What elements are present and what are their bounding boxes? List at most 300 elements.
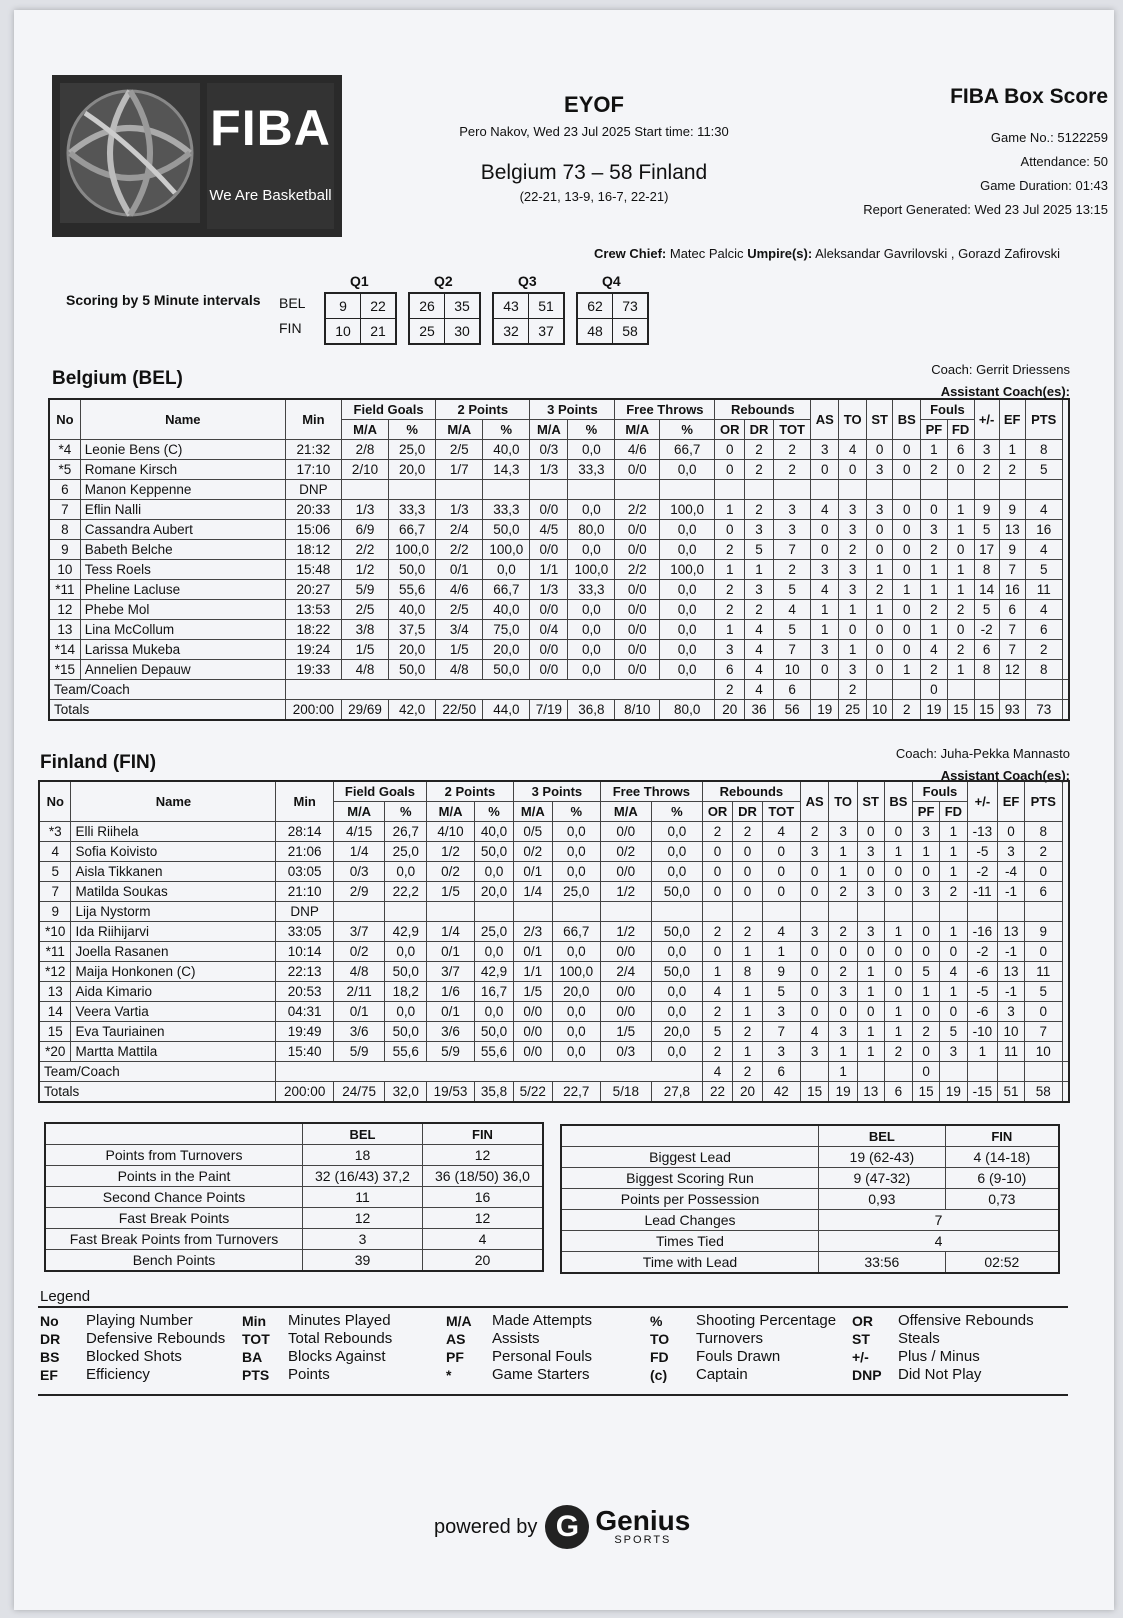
player-stat: 0: [800, 982, 829, 1002]
interval-quarter-label: Q3: [518, 273, 537, 289]
header-row-1: [39, 781, 1069, 802]
player-stat: 25,0: [552, 882, 600, 902]
team-stat: 6: [762, 1062, 800, 1082]
player-stat: 55,6: [385, 1042, 427, 1062]
player-stat: 0/1: [333, 1002, 385, 1022]
column-header: M/A: [615, 420, 660, 440]
player-stat: 0: [1024, 1002, 1062, 1022]
belgium-assistant: Assistant Coach(es):: [940, 384, 1070, 399]
player-stat: 0,0: [651, 842, 702, 862]
player-stat: 1: [811, 600, 839, 620]
player-stat: 1: [921, 620, 947, 640]
player-name: Lina McCollum: [80, 620, 285, 640]
player-stat: 0: [947, 460, 974, 480]
player-stat: [389, 480, 436, 500]
interval-score: 62: [577, 293, 613, 319]
player-stat: 4: [839, 440, 867, 460]
player-stat: 0/2: [333, 942, 385, 962]
player-stat: 3/4: [436, 620, 483, 640]
total-stat: 35,8: [475, 1082, 514, 1103]
player-stat: 1/4: [427, 922, 475, 942]
player-stat: 8: [733, 962, 762, 982]
total-stat: 15: [974, 700, 999, 721]
genius-sports: SPORTS: [614, 1534, 672, 1546]
player-stat: 10: [1024, 1042, 1062, 1062]
period-scores: (22-21, 13-9, 16-7, 22-21): [519, 189, 669, 204]
player-stat: 0/1: [513, 942, 552, 962]
player-number: *5: [49, 460, 80, 480]
player-stat: 100,0: [483, 540, 530, 560]
stats-row: [45, 1145, 543, 1166]
player-stat: 20:27: [285, 580, 341, 600]
player-row: [39, 902, 1069, 922]
player-stat: 5: [702, 1022, 732, 1042]
player-stat: [385, 902, 427, 922]
player-stat: 2: [829, 922, 857, 942]
intervals-label: Scoring by 5 Minute intervals: [66, 292, 261, 308]
player-number: 7: [39, 882, 71, 902]
fiba-wordmark: [207, 83, 334, 229]
stats-value: 4 (14-18): [945, 1147, 1059, 1168]
player-stat: 3: [857, 922, 884, 942]
column-header: OR: [702, 802, 732, 822]
player-stat: 0: [800, 1002, 829, 1022]
player-number: 9: [49, 540, 80, 560]
stats-team-header: FIN: [422, 1123, 543, 1145]
player-stat: 0: [811, 660, 839, 680]
player-number: 4: [39, 842, 71, 862]
stats-value: 39: [303, 1250, 423, 1272]
player-stat: 1/2: [427, 842, 475, 862]
player-stat: 0: [762, 842, 800, 862]
player-stat: 1: [947, 500, 974, 520]
legend-desc: Shooting Percentage: [696, 1312, 837, 1329]
team-stat: 2: [733, 1062, 762, 1082]
player-stat: 2: [1025, 640, 1062, 660]
player-stat: 19:33: [285, 660, 341, 680]
player-stat: 1: [829, 862, 857, 882]
player-row: [39, 922, 1069, 942]
box-score-sheet: [14, 10, 1114, 1610]
stats-label: Biggest Scoring Run: [561, 1168, 819, 1189]
legend-abbr: TO: [650, 1331, 670, 1347]
player-row: [49, 580, 1069, 600]
legend-desc: Minutes Played: [288, 1312, 391, 1329]
player-stat: 0/0: [513, 1042, 552, 1062]
player-stat: 50,0: [483, 660, 530, 680]
player-stat: 1: [913, 842, 940, 862]
player-stat: 33,3: [568, 460, 615, 480]
player-stat: 50,0: [385, 1022, 427, 1042]
player-stat: 0,0: [568, 660, 615, 680]
player-stat: 0: [940, 1002, 968, 1022]
team-stat: 0: [921, 680, 947, 700]
player-stat: 50,0: [651, 882, 702, 902]
player-stat: 16: [999, 580, 1025, 600]
total-stat: 15: [800, 1082, 829, 1103]
legend-desc: Offensive Rebounds: [898, 1312, 1034, 1329]
player-stat: 3: [773, 520, 810, 540]
player-stat: 2: [829, 882, 857, 902]
player-stat: 0: [947, 540, 974, 560]
legend-abbr: AS: [446, 1331, 466, 1347]
col-bs: BS: [884, 781, 913, 822]
player-stat: 3: [998, 842, 1025, 862]
player-stat: 6: [1024, 882, 1062, 902]
player-stat: 3: [773, 500, 810, 520]
player-stat: 17: [974, 540, 999, 560]
player-stat: 7: [999, 620, 1025, 640]
player-stat: 3: [857, 842, 884, 862]
stats-label: Lead Changes: [561, 1210, 819, 1231]
player-stat: 0,0: [568, 540, 615, 560]
player-stat: 15:06: [285, 520, 341, 540]
player-stat: [762, 902, 800, 922]
player-stat: 1: [733, 982, 762, 1002]
powered-by-footer: [434, 1505, 690, 1549]
player-name: Leonie Bens (C): [80, 440, 285, 460]
player-stat: 20,0: [389, 460, 436, 480]
player-stat: 0: [702, 882, 732, 902]
player-stat: 0: [893, 440, 921, 460]
player-stat: 2: [702, 1042, 732, 1062]
player-stat: 5: [940, 1022, 968, 1042]
player-number: 6: [49, 480, 80, 500]
player-stat: [342, 480, 389, 500]
player-stat: 1: [967, 1042, 997, 1062]
player-stat: -2: [974, 620, 999, 640]
stats-value: 6 (9-10): [945, 1168, 1059, 1189]
player-stat: 0/3: [333, 862, 385, 882]
player-stat: 0,0: [660, 620, 715, 640]
player-stat: [333, 902, 385, 922]
total-stat: 36,8: [568, 700, 615, 721]
legend-desc: Blocks Against: [288, 1348, 386, 1365]
player-stat: 9: [999, 500, 1025, 520]
player-stat: 1: [745, 560, 774, 580]
interval-score: 32: [493, 319, 529, 345]
total-stat: 19: [829, 1082, 857, 1103]
player-stat: 0/0: [600, 822, 651, 842]
genius-brand: Genius: [595, 1505, 691, 1536]
stats-header: [561, 1125, 1059, 1147]
player-stat: 0,0: [568, 620, 615, 640]
player-stat: 12: [999, 660, 1025, 680]
stats-value: 12: [303, 1208, 423, 1229]
player-stat: 1/5: [427, 882, 475, 902]
player-stat: 16: [1025, 520, 1062, 540]
player-stat: 2: [829, 962, 857, 982]
stats-value: 0,73: [945, 1189, 1059, 1210]
legend-desc: Steals: [898, 1330, 940, 1347]
player-stat: [974, 480, 999, 500]
player-row: [39, 882, 1069, 902]
total-stat: 27,8: [651, 1082, 702, 1103]
interval-score: 30: [445, 319, 481, 345]
player-stat: 0,0: [651, 982, 702, 1002]
player-stat: 2/4: [600, 962, 651, 982]
player-stat: 0: [884, 882, 913, 902]
player-stat: 0: [702, 862, 732, 882]
player-stat: 0: [800, 962, 829, 982]
team-stat: 2: [839, 680, 867, 700]
total-stat: 7/19: [530, 700, 568, 721]
player-stat: 1: [839, 600, 867, 620]
column-header: TOT: [762, 802, 800, 822]
interval-box: [576, 292, 649, 345]
player-stat: 0: [733, 842, 762, 862]
player-row: [49, 440, 1069, 460]
player-stat: 0: [884, 862, 913, 882]
stats-row: [561, 1252, 1059, 1274]
interval-row: [325, 293, 396, 319]
interval-score: 9: [325, 293, 361, 319]
player-stat: [884, 902, 913, 922]
interval-row: [577, 319, 648, 345]
player-stat: 0/0: [600, 942, 651, 962]
player-stat: 0: [857, 1002, 884, 1022]
venue-line: Pero Nakov, Wed 23 Jul 2025 Start time: 11:30: [459, 124, 729, 139]
stats-value: 12: [422, 1145, 543, 1166]
stats-value: 9 (47-32): [819, 1168, 946, 1189]
player-stat: 3: [715, 640, 745, 660]
stats-team-header: BEL: [819, 1125, 946, 1147]
player-name: Maija Honkonen (C): [71, 962, 276, 982]
player-stat: 0,0: [483, 560, 530, 580]
player-stat: 20:33: [285, 500, 341, 520]
player-row: [39, 862, 1069, 882]
player-stat: 0: [893, 620, 921, 640]
player-stat: 2: [733, 1022, 762, 1042]
player-name: Annelien Depauw: [80, 660, 285, 680]
team-stat: [999, 680, 1025, 700]
player-stat: 50,0: [651, 922, 702, 942]
player-stat: 4: [745, 640, 774, 660]
column-header: %: [475, 802, 514, 822]
player-stat: 3: [921, 520, 947, 540]
interval-box: [408, 292, 481, 345]
stats-team-header: BEL: [303, 1123, 423, 1145]
player-stat: 3: [839, 500, 867, 520]
col-2p: 2 Points: [436, 399, 530, 420]
total-stat: 19: [940, 1082, 968, 1103]
legend-abbr: ST: [852, 1331, 870, 1347]
legend-desc: Plus / Minus: [898, 1348, 980, 1365]
player-stat: 0: [867, 520, 893, 540]
player-name: Sofia Koivisto: [71, 842, 276, 862]
player-stat: 50,0: [651, 962, 702, 982]
team-stat: [867, 680, 893, 700]
column-header: M/A: [342, 420, 389, 440]
player-stat: 2: [733, 822, 762, 842]
player-stat: [475, 902, 514, 922]
player-stat: 10: [773, 660, 810, 680]
player-stat: 1: [829, 842, 857, 862]
player-stat: 6: [974, 640, 999, 660]
column-header: %: [483, 420, 530, 440]
total-stat: 73: [1025, 700, 1062, 721]
player-name: Cassandra Aubert: [80, 520, 285, 540]
player-stat: 50,0: [475, 842, 514, 862]
column-header: DR: [733, 802, 762, 822]
player-stat: 0,0: [568, 500, 615, 520]
player-stat: [893, 480, 921, 500]
totals-row: [39, 1082, 1069, 1103]
legend-abbr: EF: [40, 1367, 58, 1383]
player-stat: 9: [999, 540, 1025, 560]
crew-chief-label: Crew Chief:: [594, 246, 667, 261]
legend-desc: Fouls Drawn: [696, 1348, 781, 1365]
player-stat: 0: [893, 500, 921, 520]
player-stat: 1: [829, 1042, 857, 1062]
player-stat: [660, 480, 715, 500]
team-stat: [940, 1062, 968, 1082]
player-stat: 100,0: [660, 560, 715, 580]
interval-score: 51: [529, 293, 565, 319]
player-stat: 0: [921, 500, 947, 520]
col-min: Min: [285, 399, 341, 440]
player-stat: 2: [715, 580, 745, 600]
column-header: %: [385, 802, 427, 822]
legend-abbr: DNP: [852, 1367, 882, 1383]
player-stat: 6: [715, 660, 745, 680]
total-stat: 42,0: [389, 700, 436, 721]
player-stat: 1/5: [513, 982, 552, 1002]
player-stat: 2/5: [436, 600, 483, 620]
team-stat: [811, 680, 839, 700]
legend-abbr: +/-: [852, 1349, 869, 1365]
col-fg: Field Goals: [333, 781, 426, 802]
player-stat: 2/5: [342, 600, 389, 620]
player-stat: 8: [1025, 440, 1062, 460]
player-number: 12: [49, 600, 80, 620]
game-header: [444, 92, 744, 204]
player-stat: 100,0: [389, 540, 436, 560]
player-stat: 3: [811, 640, 839, 660]
player-stat: 2: [773, 440, 810, 460]
player-stat: 0: [800, 942, 829, 962]
player-row: [49, 660, 1069, 680]
player-number: *14: [49, 640, 80, 660]
legend-desc: Game Starters: [492, 1366, 590, 1383]
player-stat: 4: [773, 600, 810, 620]
interval-row: [325, 319, 396, 345]
stats-row: [45, 1250, 543, 1272]
player-stat: 1: [762, 942, 800, 962]
player-stat: 0: [913, 942, 940, 962]
team-stat: 6: [773, 680, 810, 700]
player-stat: 13:53: [285, 600, 341, 620]
player-stat: 16,7: [475, 982, 514, 1002]
player-name: Lija Nystorm: [71, 902, 276, 922]
player-stat: 0/0: [615, 620, 660, 640]
player-stat: 21:32: [285, 440, 341, 460]
player-name: Aida Kimario: [71, 982, 276, 1002]
player-stat: 0: [702, 842, 732, 862]
player-stat: 0/5: [513, 822, 552, 842]
total-stat: 20: [733, 1082, 762, 1103]
player-stat: 2/5: [436, 440, 483, 460]
player-stat: 0: [811, 460, 839, 480]
player-stat: 0,0: [385, 862, 427, 882]
player-stat: 4/6: [436, 580, 483, 600]
stats-value: 4: [422, 1229, 543, 1250]
player-stat: 100,0: [568, 560, 615, 580]
col-name: Name: [71, 781, 276, 822]
player-stat: 5: [1025, 560, 1062, 580]
player-stat: 0/0: [615, 660, 660, 680]
player-stat: [568, 480, 615, 500]
player-number: *11: [39, 942, 71, 962]
player-stat: 13: [998, 962, 1025, 982]
legend-abbr: M/A: [446, 1313, 472, 1329]
column-header: M/A: [600, 802, 651, 822]
col-pm: +/-: [974, 399, 999, 440]
player-stat: 3: [829, 822, 857, 842]
player-stat: 1/2: [600, 922, 651, 942]
player-stat: 4: [1025, 540, 1062, 560]
player-stat: 2: [974, 460, 999, 480]
stats-row: [45, 1187, 543, 1208]
player-stat: -13: [967, 822, 997, 842]
player-stat: 2: [947, 600, 974, 620]
col-bs: BS: [893, 399, 921, 440]
player-stat: [651, 902, 702, 922]
player-stat: 1/5: [600, 1022, 651, 1042]
player-stat: -5: [967, 842, 997, 862]
stats-value: 36 (18/50) 36,0: [422, 1166, 543, 1187]
legend-abbr: DR: [40, 1331, 61, 1347]
player-stat: 11: [998, 1042, 1025, 1062]
column-header: %: [651, 802, 702, 822]
player-stat: [1024, 902, 1062, 922]
interval-team-bel: BEL: [279, 295, 306, 311]
legend-abbr: FD: [650, 1349, 669, 1365]
player-stat: 0,0: [552, 862, 600, 882]
player-number: *10: [39, 922, 71, 942]
total-stat: 15: [947, 700, 974, 721]
player-stat: 4/8: [436, 660, 483, 680]
player-row: [49, 480, 1069, 500]
player-stat: 33,3: [483, 500, 530, 520]
officials-line: [594, 246, 1060, 261]
player-stat: -4: [998, 862, 1025, 882]
player-stat: 2: [884, 1042, 913, 1062]
player-number: 13: [49, 620, 80, 640]
player-stat: 0: [839, 620, 867, 640]
player-stat: 1: [867, 600, 893, 620]
player-stat: 6/9: [342, 520, 389, 540]
powered-by-text: powered by: [434, 1515, 538, 1538]
player-stat: -10: [967, 1022, 997, 1042]
player-number: 13: [39, 982, 71, 1002]
column-header: M/A: [333, 802, 385, 822]
player-stat: 2/8: [342, 440, 389, 460]
stats-label: Points per Possession: [561, 1189, 819, 1210]
player-stat: 3/7: [427, 962, 475, 982]
player-name: Veera Vartia: [71, 1002, 276, 1022]
player-stat: 100,0: [660, 500, 715, 520]
player-stat: 0: [884, 942, 913, 962]
legend-abbr: BA: [242, 1349, 263, 1365]
player-stat: 6: [947, 440, 974, 460]
player-stat: 1: [921, 560, 947, 580]
player-name: Aisla Tikkanen: [71, 862, 276, 882]
player-stat: 40,0: [475, 822, 514, 842]
player-row: [39, 842, 1069, 862]
player-stat: 2/11: [333, 982, 385, 1002]
player-stat: [715, 480, 745, 500]
